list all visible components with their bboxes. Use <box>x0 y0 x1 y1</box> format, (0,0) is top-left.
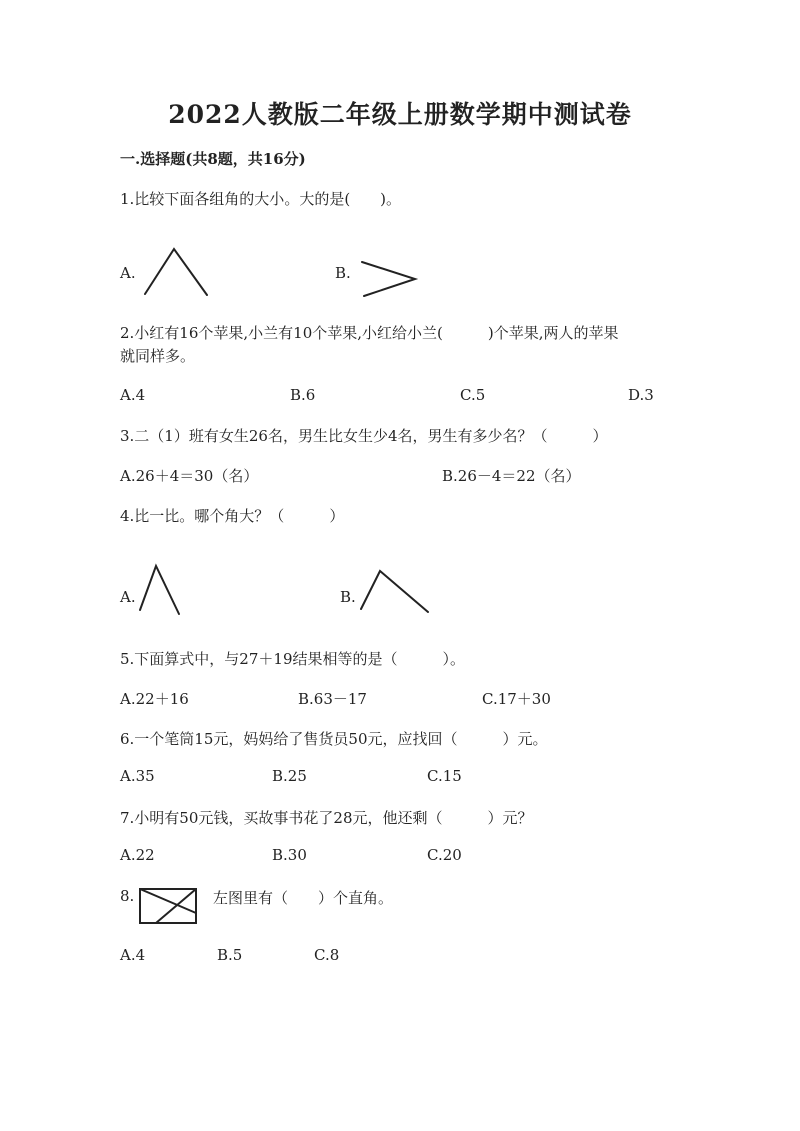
question-8-option-c: C.8 <box>314 946 340 964</box>
diagonal-line-1 <box>140 889 196 913</box>
question-1-option-b: B. <box>335 264 351 282</box>
question-2-option-d: D.3 <box>628 386 654 404</box>
question-3-option-a: A.26＋4＝30（名） <box>120 467 259 485</box>
question-8-stem: 左图里有（ ）个直角。 <box>213 889 394 907</box>
question-8-option-a: A.4 <box>120 946 146 964</box>
question-8-rectangle-figure <box>138 887 200 927</box>
question-6-stem: 6.一个笔筒15元，妈妈给了售货员50元，应找回（ ）元。 <box>120 730 548 748</box>
angle-b-lines <box>362 262 415 296</box>
angle-a-lines <box>140 566 179 614</box>
question-7-option-b: B.30 <box>272 846 307 864</box>
question-3-stem: 3.二（1）班有女生26名，男生比女生少4名，男生有多少名？（ ） <box>120 427 608 445</box>
question-7-option-c: C.20 <box>427 846 462 864</box>
rectangle-outline <box>140 889 196 923</box>
diagonal-line-2 <box>156 889 196 923</box>
question-4-angle-a <box>136 562 184 618</box>
question-5-option-b: B.63－17 <box>298 690 367 708</box>
angle-b-lines <box>361 571 428 612</box>
question-8-number: 8. <box>120 887 135 905</box>
question-6-option-b: B.25 <box>272 767 307 785</box>
question-1-stem: 1.比较下面各组角的大小。大的是( )。 <box>120 190 402 208</box>
question-1-angle-a <box>140 245 212 300</box>
question-5-option-a: A.22＋16 <box>120 690 189 708</box>
question-7-option-a: A.22 <box>120 846 155 864</box>
question-4-angle-b <box>356 566 434 616</box>
question-4-option-a: A. <box>120 588 136 606</box>
question-6-option-a: A.35 <box>120 767 155 785</box>
question-1-angle-b <box>358 258 420 300</box>
angle-a-lines <box>145 249 207 295</box>
page-title: 2022人教版二年级上册数学期中测试卷 <box>168 100 632 129</box>
question-5-option-c: C.17＋30 <box>482 690 551 708</box>
question-4-option-b: B. <box>340 588 356 606</box>
question-2-option-a: A.4 <box>120 386 146 404</box>
section-heading: 一.选择题(共8题，共16分) <box>120 150 306 168</box>
question-2-option-b: B.6 <box>290 386 316 404</box>
question-2-option-c: C.5 <box>460 386 486 404</box>
question-5-stem: 5.下面算式中，与27＋19结果相等的是（ ）。 <box>120 650 465 668</box>
question-1-option-a: A. <box>120 264 136 282</box>
question-2-stem-line2: 就同样多。 <box>120 347 196 365</box>
question-8-option-b: B.5 <box>217 946 243 964</box>
question-7-stem: 7.小明有50元钱，买故事书花了28元，他还剩（ ）元？ <box>120 809 533 827</box>
question-6-option-c: C.15 <box>427 767 462 785</box>
question-3-option-b: B.26－4＝22（名） <box>442 467 581 485</box>
question-2-stem-line1: 2.小红有16个苹果,小兰有10个苹果,小红给小兰( )个苹果,两人的苹果 <box>120 324 619 342</box>
question-4-stem: 4.比一比。哪个角大？（ ） <box>120 507 345 525</box>
